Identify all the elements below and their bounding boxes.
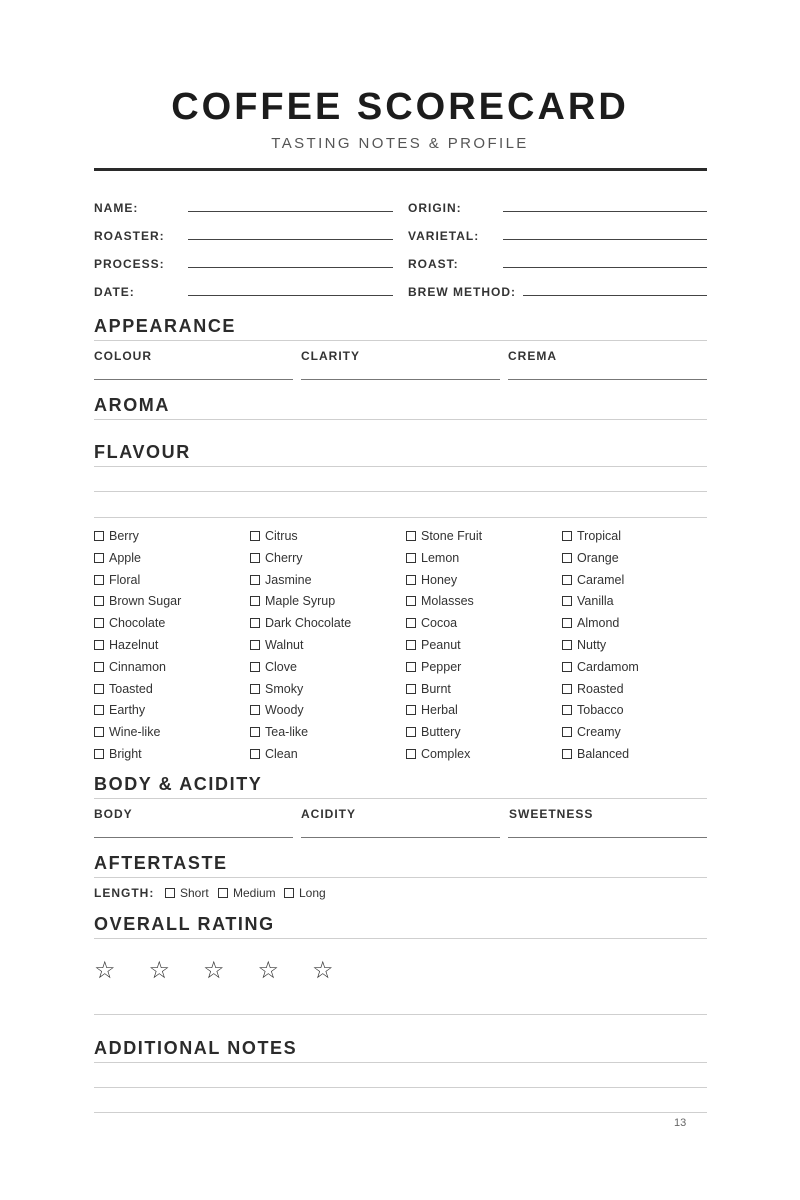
crema-label: CREMA xyxy=(508,349,557,363)
flavour-option-label: Wine-like xyxy=(109,725,161,740)
flavour-option-label: Stone Fruit xyxy=(421,529,483,543)
flavour-option-label: Buttery xyxy=(421,725,461,740)
flavour-checkbox[interactable] xyxy=(250,529,298,543)
flavour-option-label: Tea-like xyxy=(265,725,309,740)
flavour-checkbox[interactable] xyxy=(94,703,145,717)
flavour-checkbox[interactable] xyxy=(94,725,160,739)
colour-label: COLOUR xyxy=(94,349,152,363)
notes-line[interactable] xyxy=(94,1062,707,1063)
flavour-checkbox[interactable] xyxy=(562,594,614,608)
aroma-heading: AROMA xyxy=(94,395,170,415)
star-icon[interactable]: ☆ xyxy=(94,957,116,984)
checkbox-icon xyxy=(562,662,572,672)
flavour-option-label: Cocoa xyxy=(421,616,458,631)
flavour-checkbox[interactable] xyxy=(94,682,153,696)
varietal-label: VARIETAL: xyxy=(408,229,480,243)
checkbox-icon xyxy=(94,640,104,650)
length-option-medium[interactable] xyxy=(218,886,276,900)
flavour-option-label: Vanilla xyxy=(577,594,614,609)
checkbox-icon xyxy=(218,888,228,898)
flavour-option-label: Woody xyxy=(265,703,304,718)
flavour-option-label: Chocolate xyxy=(109,616,166,631)
checkbox-icon xyxy=(250,553,260,563)
body-field[interactable] xyxy=(94,837,293,838)
roast-field[interactable] xyxy=(503,267,707,268)
flavour-checkbox[interactable] xyxy=(250,573,312,587)
flavour-option-label: Tropical xyxy=(577,529,621,543)
checkbox-icon xyxy=(406,575,416,585)
aftertaste-heading: AFTERTASTE xyxy=(94,853,228,873)
checkbox-icon xyxy=(406,618,416,628)
flavour-checkbox[interactable] xyxy=(406,529,482,543)
flavour-checkbox[interactable] xyxy=(250,747,298,761)
flavour-checkbox[interactable] xyxy=(406,573,457,587)
checkbox-icon xyxy=(250,705,260,715)
checkbox-icon xyxy=(250,749,260,759)
flavour-checkbox[interactable] xyxy=(562,638,606,652)
flavour-option-label: Cardamom xyxy=(577,659,639,674)
checkbox-icon xyxy=(406,662,416,672)
origin-field[interactable] xyxy=(503,211,707,212)
flavour-checkbox[interactable] xyxy=(562,682,624,696)
flavour-option-label: Creamy xyxy=(577,725,621,740)
checkbox-icon xyxy=(406,705,416,715)
checkbox-icon xyxy=(94,618,104,628)
name-label: NAME: xyxy=(94,201,139,215)
star-icon[interactable]: ☆ xyxy=(312,957,334,984)
length-option-label: Short xyxy=(180,886,209,900)
date-label: DATE: xyxy=(94,285,135,299)
checkbox-icon xyxy=(250,727,260,737)
checkbox-icon xyxy=(562,684,572,694)
flavour-checkbox[interactable] xyxy=(562,747,629,761)
flavour-option-label: Pepper xyxy=(421,659,462,674)
clarity-field[interactable] xyxy=(301,379,500,380)
flavour-option-label: Earthy xyxy=(109,703,146,718)
flavour-option-label: Lemon xyxy=(421,550,460,565)
checkbox-icon xyxy=(406,553,416,563)
brew-method-field[interactable] xyxy=(523,295,707,296)
checkbox-icon xyxy=(562,575,572,585)
checkbox-icon xyxy=(562,705,572,715)
notes-line[interactable] xyxy=(94,1112,707,1113)
flavour-option-label: Hazelnut xyxy=(109,638,159,652)
roast-label: ROAST: xyxy=(408,257,459,271)
checkbox-icon xyxy=(250,596,260,606)
flavour-option-label: Molasses xyxy=(421,594,474,609)
checkbox-icon xyxy=(562,727,572,737)
flavour-checkbox[interactable] xyxy=(406,682,451,696)
overall-rating-heading: OVERALL RATING xyxy=(94,914,275,934)
star-icon[interactable]: ☆ xyxy=(148,957,171,984)
flavour-option-label: Maple Syrup xyxy=(265,594,336,609)
flavour-option-label: Caramel xyxy=(577,572,625,587)
flavour-checkbox[interactable] xyxy=(94,573,140,587)
star-icon[interactable]: ☆ xyxy=(203,957,225,984)
flavour-option-label: Complex xyxy=(421,747,471,761)
flavour-option-label: Burnt xyxy=(421,681,451,696)
flavour-option-label: Tobacco xyxy=(577,703,624,718)
flavour-option-label: Brown Sugar xyxy=(109,594,182,609)
name-field[interactable] xyxy=(188,211,393,212)
roaster-label: ROASTER: xyxy=(94,229,165,243)
checkbox-icon xyxy=(250,640,260,650)
flavour-line[interactable] xyxy=(94,466,707,467)
sweetness-label: SWEETNESS xyxy=(509,807,594,821)
checkbox-icon xyxy=(94,705,104,715)
checkbox-icon xyxy=(250,684,260,694)
checkbox-icon xyxy=(562,596,572,606)
flavour-option-label: Balanced xyxy=(577,747,630,761)
flavour-option-label: Cherry xyxy=(265,550,303,565)
colour-field[interactable] xyxy=(94,379,293,380)
checkbox-icon xyxy=(562,531,572,541)
checkbox-icon xyxy=(250,662,260,672)
brew-method-label: BREW METHOD: xyxy=(408,285,516,299)
flavour-checkbox[interactable] xyxy=(250,616,351,630)
length-option-long[interactable] xyxy=(284,886,326,900)
flavour-checkbox[interactable] xyxy=(94,594,181,608)
checkbox-icon xyxy=(406,531,416,541)
checkbox-icon xyxy=(562,749,572,759)
flavour-checkbox[interactable] xyxy=(562,660,639,674)
checkbox-icon xyxy=(94,596,104,606)
checkbox-icon xyxy=(94,727,104,737)
section-divider xyxy=(94,938,707,939)
clarity-label: CLARITY xyxy=(301,349,360,363)
flavour-checkbox[interactable] xyxy=(94,616,165,630)
flavour-checkbox[interactable] xyxy=(406,660,461,674)
flavour-option-label: Nutty xyxy=(577,638,607,652)
sweetness-field[interactable] xyxy=(508,837,707,838)
checkbox-icon xyxy=(250,575,260,585)
flavour-option-label: Roasted xyxy=(577,681,624,696)
flavour-checkbox[interactable] xyxy=(94,660,166,674)
notes-line[interactable] xyxy=(94,1087,707,1088)
section-divider xyxy=(94,877,707,878)
date-field[interactable] xyxy=(188,295,393,296)
checkbox-icon xyxy=(250,618,260,628)
flavour-checkbox[interactable] xyxy=(406,725,461,739)
length-option-short[interactable] xyxy=(165,886,209,900)
aroma-line[interactable] xyxy=(94,419,707,420)
checkbox-icon xyxy=(406,749,416,759)
flavour-line[interactable] xyxy=(94,517,707,518)
section-divider xyxy=(94,340,707,341)
flavour-checkbox[interactable] xyxy=(94,551,141,565)
flavour-option-label: Toasted xyxy=(109,681,153,696)
flavour-option-label: Clove xyxy=(265,659,297,674)
flavour-checkbox[interactable] xyxy=(94,638,158,652)
origin-label: ORIGIN: xyxy=(408,201,462,215)
flavour-checkbox[interactable] xyxy=(406,703,458,717)
page-subtitle: TASTING NOTES & PROFILE xyxy=(271,135,529,152)
flavour-option-label: Dark Chocolate xyxy=(265,616,352,631)
flavour-checkbox[interactable] xyxy=(250,660,297,674)
flavour-checkbox[interactable] xyxy=(406,594,474,608)
flavour-checkbox[interactable] xyxy=(250,682,303,696)
flavour-option-label: Floral xyxy=(109,572,141,587)
flavour-option-label: Bright xyxy=(109,747,142,761)
flavour-option-label: Honey xyxy=(421,572,458,587)
checkbox-icon xyxy=(94,553,104,563)
flavour-option-label: Almond xyxy=(577,616,620,631)
checkbox-icon xyxy=(94,575,104,585)
flavour-option-label: Jasmine xyxy=(265,572,312,587)
additional-notes-heading: ADDITIONAL NOTES xyxy=(94,1038,298,1058)
checkbox-icon xyxy=(94,684,104,694)
checkbox-icon xyxy=(406,640,416,650)
flavour-checkbox[interactable] xyxy=(406,616,457,630)
flavour-checkbox[interactable] xyxy=(94,529,139,543)
flavour-checkbox[interactable] xyxy=(250,551,303,565)
flavour-option-label: Clean xyxy=(265,747,298,761)
process-field[interactable] xyxy=(188,267,393,268)
length-option-label: Long xyxy=(299,886,326,900)
flavour-checkbox[interactable] xyxy=(250,725,308,739)
flavour-checkbox[interactable] xyxy=(562,703,624,717)
flavour-option-label: Walnut xyxy=(265,638,304,652)
flavour-option-label: Apple xyxy=(109,550,141,565)
checkbox-icon xyxy=(406,684,416,694)
flavour-option-label: Cinnamon xyxy=(109,659,166,674)
page-title: COFFEE SCORECARD xyxy=(171,86,629,128)
varietal-field[interactable] xyxy=(503,239,707,240)
flavour-checkbox[interactable] xyxy=(562,551,619,565)
process-label: PROCESS: xyxy=(94,257,165,271)
checkbox-icon xyxy=(250,531,260,541)
checkbox-icon xyxy=(562,640,572,650)
checkbox-icon xyxy=(165,888,175,898)
flavour-option-label: Smoky xyxy=(265,681,304,696)
checkbox-icon xyxy=(406,727,416,737)
flavour-checkbox[interactable] xyxy=(562,725,621,739)
body-label: BODY xyxy=(94,807,133,821)
flavour-option-label: Peanut xyxy=(421,638,461,652)
appearance-heading: APPEARANCE xyxy=(94,316,237,336)
crema-field[interactable] xyxy=(508,379,707,380)
checkbox-icon xyxy=(284,888,294,898)
flavour-option-label: Orange xyxy=(577,550,619,565)
roaster-field[interactable] xyxy=(188,239,393,240)
section-divider xyxy=(94,1014,707,1015)
length-option-label: Medium xyxy=(233,886,276,900)
flavour-option-label: Herbal xyxy=(421,703,458,718)
flavour-checkbox[interactable] xyxy=(406,747,470,761)
length-label: LENGTH: xyxy=(94,886,155,900)
flavour-line[interactable] xyxy=(94,491,707,492)
section-divider xyxy=(94,798,707,799)
flavour-heading: FLAVOUR xyxy=(94,442,191,462)
flavour-checkbox[interactable] xyxy=(250,638,303,652)
flavour-checkbox[interactable] xyxy=(406,638,461,652)
checkbox-icon xyxy=(94,749,104,759)
flavour-checkbox[interactable] xyxy=(94,747,142,761)
checkbox-icon xyxy=(406,596,416,606)
flavour-option-label: Berry xyxy=(109,529,139,543)
checkbox-icon xyxy=(562,618,572,628)
flavour-checkbox[interactable] xyxy=(250,594,335,608)
checkbox-icon xyxy=(94,662,104,672)
acidity-label: ACIDITY xyxy=(301,807,356,821)
flavour-checkbox[interactable] xyxy=(562,573,624,587)
checkbox-icon xyxy=(562,553,572,563)
flavour-checkbox[interactable] xyxy=(562,616,619,630)
flavour-option-label: Citrus xyxy=(265,529,298,543)
header-divider xyxy=(94,168,707,171)
flavour-checkbox[interactable] xyxy=(406,551,459,565)
page-number: 13 xyxy=(674,1117,687,1129)
flavour-checkbox[interactable] xyxy=(250,703,304,717)
body-acidity-heading: BODY & ACIDITY xyxy=(94,774,263,794)
acidity-field[interactable] xyxy=(301,837,500,838)
checkbox-icon xyxy=(94,531,104,541)
star-icon[interactable]: ☆ xyxy=(257,957,280,984)
flavour-checkbox[interactable] xyxy=(562,529,621,543)
